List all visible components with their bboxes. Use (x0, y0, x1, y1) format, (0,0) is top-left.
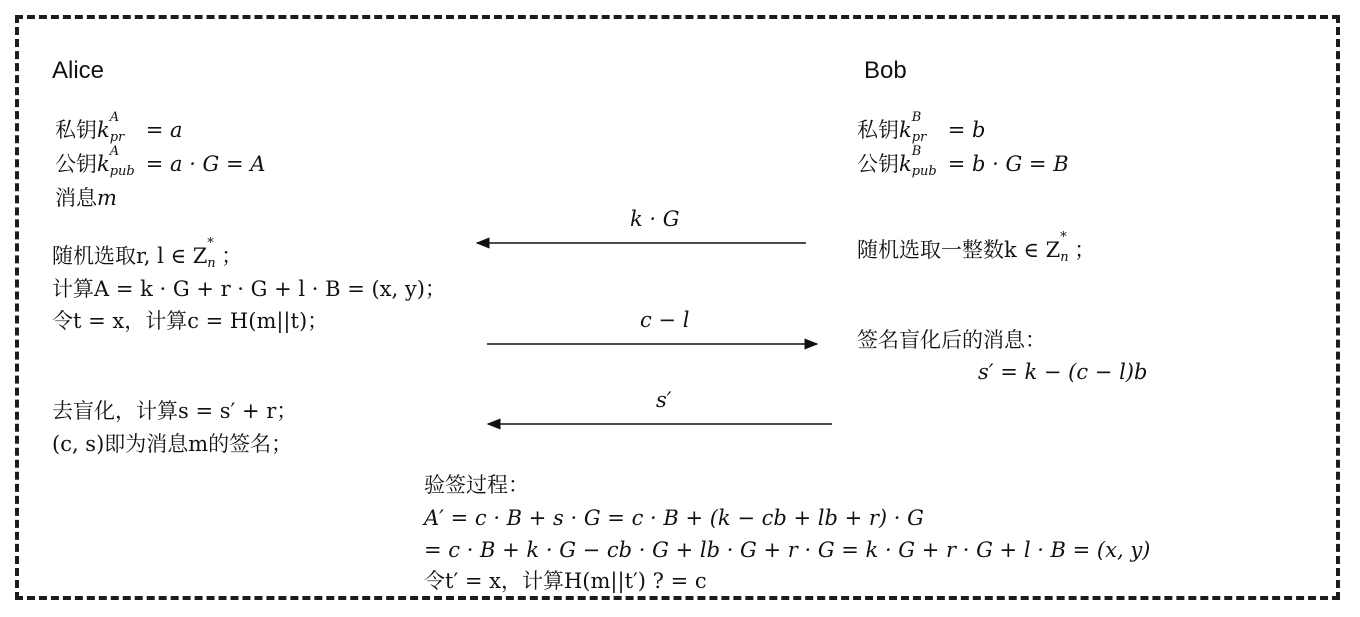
alice-step-unblind: 去盲化，计算s = s′ + r； (52, 399, 298, 423)
alice-public-key-value: = a · G = A (145, 152, 266, 176)
bob-private-key-sub: pr (911, 130, 927, 145)
bob-step-random-tail: ； (1074, 238, 1096, 262)
verify-line-2: = c · B + k · G − cb · G + lb · G + r · G = k · G + r · G + l · B = (x, y) (424, 538, 1151, 562)
alice-public-key-label: 公钥 (55, 152, 97, 176)
alice-private-key-value: = a (145, 118, 183, 142)
bob-public-key-sub: pub (911, 164, 937, 179)
bob-zn-sub: n (1060, 250, 1069, 265)
alice-step-signature: (c, s)即为消息m的签名； (52, 432, 293, 456)
alice-message-var: m (97, 186, 117, 210)
alice-public-key-sup: A (109, 144, 120, 159)
bob-zn-sup: * (1060, 230, 1067, 245)
alice-private-key-symbol: k (97, 118, 110, 142)
bob-heading: Bob (864, 57, 907, 84)
alice-public-key-sub: pub (109, 164, 135, 179)
alice-private-key-sup: A (109, 110, 120, 125)
bob-private-key-label: 私钥 (857, 118, 899, 142)
bob-blind-title: 签名盲化后的消息： (857, 328, 1046, 352)
bob-public-key-value: = b · G = B (947, 152, 1069, 176)
bob-private-key-value: = b (947, 118, 986, 142)
bob-public-key-symbol: k (899, 152, 912, 176)
verify-line-3: 令t′ = x，计算H(m||t′) ? = c (424, 569, 707, 593)
alice-step-random-text: 随机选取r, l ∈ Z (52, 244, 208, 268)
alice-zn-sub: n (207, 256, 216, 271)
arrow-label-kg: k · G (630, 207, 680, 231)
alice-step-compute-c: 令t = x，计算c = H(m||t)； (52, 309, 329, 333)
bob-public-key-label: 公钥 (857, 152, 899, 176)
alice-step-compute-a: 计算A = k · G + r · G + l · B = (x, y)； (52, 277, 446, 301)
arrow-label-c-minus-l: c − l (640, 308, 690, 332)
alice-zn-sup: * (207, 236, 214, 251)
verify-title: 验签过程： (424, 473, 529, 497)
verify-line-1: A′ = c · B + s · G = c · B + (k − cb + lb + r) · G (424, 506, 924, 530)
alice-public-key-symbol: k (97, 152, 110, 176)
bob-public-key-sup: B (911, 144, 922, 159)
bob-private-key-sup: B (911, 110, 922, 125)
bob-step-random-text: 随机选取一整数k ∈ Z (857, 238, 1061, 262)
alice-step-random-tail: ； (221, 244, 243, 268)
alice-private-key-sub: pr (109, 130, 125, 145)
alice-private-key-label: 私钥 (55, 118, 97, 142)
bob-blind-formula: s′ = k − (c − l)b (978, 360, 1148, 384)
bob-private-key-symbol: k (899, 118, 912, 142)
arrow-label-s-prime: s′ (656, 388, 672, 412)
alice-heading: Alice (52, 57, 105, 84)
alice-message-label: 消息 (55, 186, 97, 210)
